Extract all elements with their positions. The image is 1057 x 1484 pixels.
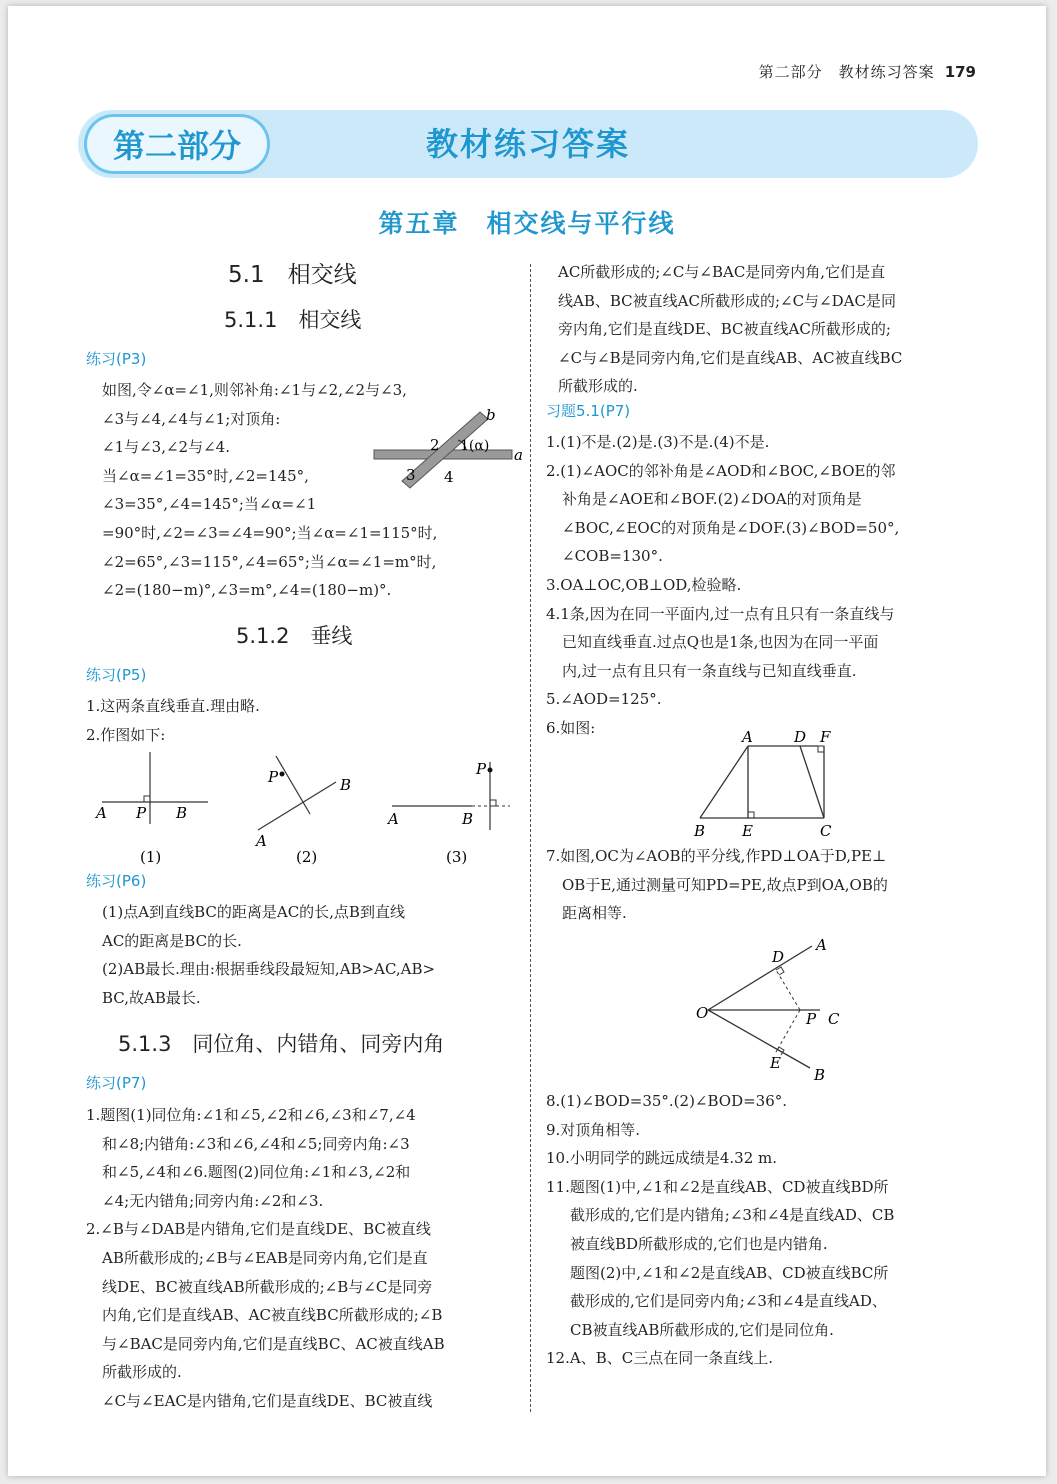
text-line: 内,过一点有且只有一条直线与已知直线垂直. (562, 661, 857, 680)
text-line: ∠BOC,∠EOC的对顶角是∠DOF.(3)∠BOD=50°, (562, 518, 900, 537)
banner-title: 教材练习答案 (425, 125, 630, 163)
label-a: A (742, 730, 753, 746)
text-line: AC所截形成的;∠C与∠BAC是同旁内角,它们是直 (558, 263, 886, 281)
text-line: 当∠α=∠1=35°时,∠2=145°, (102, 466, 309, 485)
right-angle-e (748, 812, 754, 818)
text-line: =90°时,∠2=∠3=∠4=90°;当∠α=∠1=115°时, (102, 523, 438, 542)
column-divider (530, 264, 531, 1412)
segment-pe (776, 1010, 800, 1052)
fig1-caption: (1) (140, 848, 162, 866)
header-part: 第二部分 (758, 63, 823, 81)
text-line: 线AB、BC被直线AC所截形成的;∠C与∠DAC是同 (558, 291, 896, 310)
exercise-5-1-items-b (546, 842, 988, 928)
exercise-p6-label: 练习(P6) (86, 872, 147, 890)
part-badge: 第二部分 (84, 114, 270, 174)
fig3-right-angle (490, 800, 496, 806)
fig3-label-a: A (388, 810, 399, 828)
text-line: 被直线BD所截形成的,它们也是内错角. (570, 1234, 828, 1253)
text-line: CB被直线AB所截形成的,它们是同位角. (570, 1320, 834, 1339)
text-line: 所截形成的. (102, 1363, 182, 1382)
page-number: 179 (944, 63, 976, 81)
fig3-label-b: B (462, 810, 474, 828)
text-line: 截形成的,它们是同旁内角;∠3和∠4是直线AD、 (570, 1292, 887, 1311)
text-line: 7.如图,OC为∠AOB的平分线,作PD⊥OA于D,PE⊥ (546, 847, 887, 865)
label-c: C (828, 1010, 840, 1028)
fig2-point-p (280, 772, 285, 777)
text-line: 1.题图(1)同位角:∠1和∠5,∠2和∠6,∠3和∠7,∠4 (86, 1106, 416, 1124)
label-4: 4 (444, 468, 454, 486)
text-line: 所截形成的. (558, 377, 638, 396)
text-line: 12.A、B、C三点在同一条直线上. (546, 1349, 773, 1368)
label-2: 2 (430, 436, 440, 454)
text-line: ∠2=65°,∠3=115°,∠4=65°;当∠α=∠1=m°时, (102, 552, 437, 571)
exercise-p3-label: 练习(P3) (86, 350, 147, 368)
fig1-label-a: A (96, 804, 107, 822)
text-line: ∠3=35°,∠4=145°;当∠α=∠1 (102, 495, 317, 514)
text-line: 和∠8;内错角:∠3和∠6,∠4和∠5;同旁内角:∠3 (102, 1134, 410, 1153)
text-line: 2.∠B与∠DAB是内错角,它们是直线DE、BC被直线 (86, 1220, 431, 1239)
exercise-p5-text (86, 692, 526, 749)
segment-ab (700, 746, 748, 818)
text-line: 截形成的,它们是内错角;∠3和∠4是直线AD、CB (570, 1206, 895, 1225)
text-line: AB所截形成的;∠B与∠EAB是同旁内角,它们是直 (102, 1248, 428, 1267)
chapter-title: 第五章 相交线与平行线 (378, 209, 676, 238)
label-d: D (794, 730, 807, 746)
text-line: ∠1与∠3,∠2与∠4. (102, 438, 230, 457)
text-line: OB于E,通过测量可知PD=PE,故点P到OA,OB的 (562, 875, 888, 894)
intersecting-lines-figure (368, 402, 528, 494)
text-line: (2)AB最长.理由:根据垂线段最短知,AB>AC,AB> (102, 960, 436, 979)
fig2-label-p: P (268, 768, 279, 786)
running-header (759, 61, 976, 82)
label-e: E (742, 822, 753, 840)
text-line: 距离相等. (562, 904, 627, 923)
fig2-caption: (2) (296, 848, 318, 866)
exercise-p5-label: 练习(P5) (86, 666, 147, 684)
label-b: B (814, 1066, 826, 1084)
perpendicular-figures (88, 746, 528, 870)
text-line: 线DE、BC被直线AB所截形成的;∠B与∠C是同旁 (102, 1277, 433, 1296)
label-o: O (696, 1004, 709, 1022)
text-line: 8.(1)∠BOD=35°.(2)∠BOD=36°. (546, 1092, 788, 1110)
text-line: 6.如图: (546, 718, 596, 737)
text-line: 3.OA⊥OC,OB⊥OD,检验略. (546, 575, 742, 594)
exercise-5-1-items-a (546, 428, 988, 743)
section-5-1-3-title: 5.1.3 同位角、内错角、同旁内角 (118, 1032, 445, 1056)
text-line: 1.这两条直线垂直.理由略. (86, 697, 260, 715)
exercise-p7-label: 练习(P7) (86, 1074, 147, 1092)
ray-ob (708, 1010, 810, 1068)
text-line: 1.(1)不是.(2)是.(3)不是.(4)不是. (546, 433, 770, 451)
label-1-alpha: 1(α) (460, 438, 490, 454)
text-line: 题图(2)中,∠1和∠2是直线AB、CD被直线BC所 (570, 1263, 889, 1282)
text-line: 10.小明同学的跳远成绩是4.32 m. (546, 1149, 778, 1168)
text-line: ∠C与∠EAC是内错角,它们是直线DE、BC被直线 (102, 1391, 433, 1410)
fig2-label-a: A (256, 832, 267, 850)
text-line: AC的距离是BC的长. (102, 931, 242, 950)
text-line: (1)点A到直线BC的距离是AC的长,点B到直线 (102, 903, 405, 921)
fig2-line (258, 782, 336, 830)
section-5-1-title: 5.1 相交线 (228, 262, 357, 288)
exercise-5-1-items-c (546, 1087, 988, 1373)
exercise-5-1-label: 习题5.1(P7) (546, 402, 631, 420)
fig3-label-p: P (476, 760, 487, 778)
label-f: F (820, 730, 831, 746)
text-line: 2.作图如下: (86, 725, 166, 744)
fig3-caption: (3) (446, 848, 468, 866)
label-a: a (514, 446, 523, 464)
text-line: 2.(1)∠AOC的邻补角是∠AOD和∠BOC,∠BOE的邻 (546, 461, 896, 480)
text-line: ∠4;无内错角;同旁内角:∠2和∠3. (102, 1191, 324, 1210)
right-angle-f (818, 746, 824, 752)
angle-bisector-figure (688, 928, 848, 1084)
fig1-label-b: B (176, 804, 188, 822)
text-line: 已知直线垂直.过点Q也是1条,也因为在同一平面 (562, 633, 879, 652)
fig1-label-p: P (136, 804, 147, 822)
exercise-p6-text (102, 898, 526, 1012)
label-a: A (816, 936, 827, 954)
text-line: ∠COB=130°. (562, 547, 663, 566)
fig3-point-p (488, 768, 493, 773)
text-line: 与∠BAC是同旁内角,它们是直线BC、AC被直线AB (102, 1334, 445, 1353)
label-e: E (770, 1054, 781, 1072)
segment-pd (776, 970, 800, 1010)
text-line: 旁内角,它们是直线DE、BC被直线AC所截形成的; (558, 320, 891, 339)
right-angle-d (776, 967, 784, 975)
segment-dc (800, 746, 824, 818)
trapezoid-figure (688, 730, 848, 842)
label-b: B (694, 822, 706, 840)
text-line: 如图,令∠α=∠1,则邻补角:∠1与∠2,∠2与∠3, (102, 381, 407, 399)
text-line: 9.对顶角相等. (546, 1120, 641, 1139)
label-3: 3 (406, 466, 416, 484)
text-line: ∠3与∠4,∠4与∠1;对顶角: (102, 409, 281, 428)
textbook-page (8, 6, 1046, 1476)
text-line: 5.∠AOD=125°. (546, 690, 662, 709)
label-b: b (486, 406, 496, 424)
header-title: 教材练习答案 (838, 63, 935, 81)
fig2-label-b: B (340, 776, 352, 794)
label-c: C (820, 822, 832, 840)
section-5-1-2-title: 5.1.2 垂线 (236, 624, 353, 648)
label-p: P (806, 1010, 817, 1028)
section-5-1-1-title: 5.1.1 相交线 (224, 308, 362, 332)
right-continued-text (558, 258, 988, 401)
label-d: D (772, 948, 785, 966)
text-line: 4.1条,因为在同一平面内,过一点有且只有一条直线与 (546, 604, 895, 623)
text-line: 补角是∠AOE和∠BOF.(2)∠DOA的对顶角是 (562, 490, 862, 509)
fig2-perpendicular (276, 756, 310, 814)
text-line: 11.题图(1)中,∠1和∠2是直线AB、CD被直线BD所 (546, 1177, 889, 1196)
text-line: ∠C与∠B是同旁内角,它们是直线AB、AC被直线BC (558, 348, 903, 367)
fig1-right-angle (144, 796, 150, 802)
text-line: ∠2=(180−m)°,∠3=m°,∠4=(180−m)°. (102, 581, 392, 600)
ray-oa (708, 946, 812, 1010)
text-line: 内角,它们是直线AB、AC被直线BC所截形成的;∠B (102, 1306, 443, 1325)
exercise-p7-text (86, 1101, 526, 1416)
text-line: BC,故AB最长. (102, 988, 201, 1007)
text-line: 和∠5,∠4和∠6.题图(2)同位角:∠1和∠3,∠2和 (102, 1163, 411, 1182)
